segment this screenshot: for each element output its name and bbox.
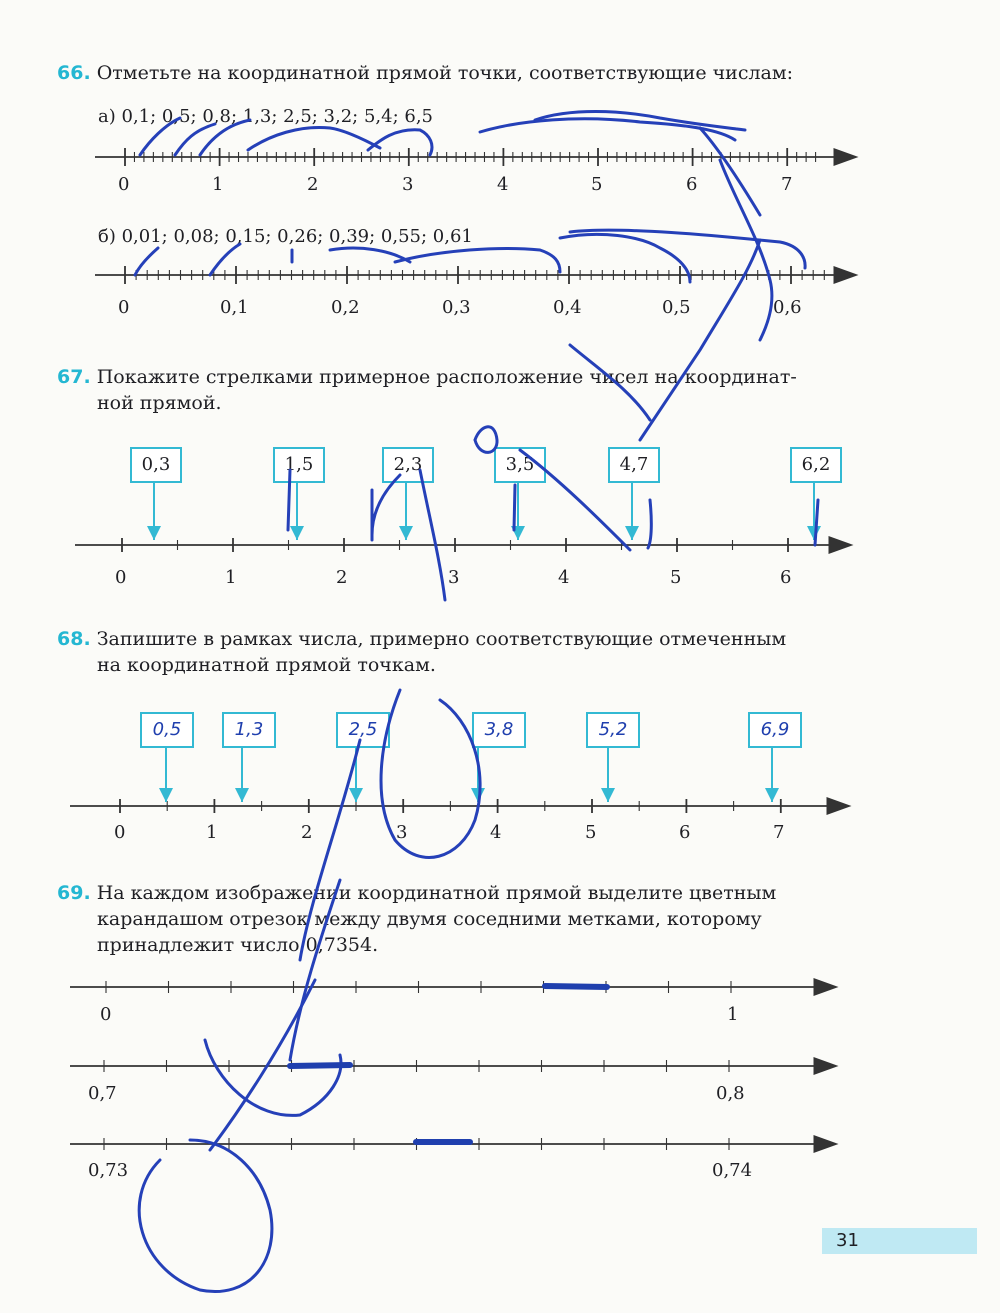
task-number: 66. <box>57 62 91 84</box>
pointer-arrowhead <box>349 788 363 802</box>
task-text-line: Покажите стрелками примерное расположение чисел на координат- <box>96 366 797 388</box>
pointer-arrowhead <box>399 526 413 540</box>
axis-label: 7 <box>781 174 793 195</box>
axis-label: 6 <box>679 822 691 843</box>
axis-label: 0 <box>100 1004 112 1025</box>
subtask-values: 0,1; 0,5; 0,8; 1,3; 2,5; 3,2; 5,4; 6,5 <box>121 106 434 127</box>
pointer-arrowhead <box>235 788 249 802</box>
axes-group <box>70 148 855 1150</box>
number-box: 1,5 <box>273 447 325 483</box>
pointer-arrowhead <box>147 526 161 540</box>
answer-box[interactable]: 2,5 <box>336 712 390 748</box>
axis-label: 0,7 <box>88 1083 117 1104</box>
task-text-line: на координатной прямой точкам. <box>97 654 436 676</box>
axis-label: 0,74 <box>712 1160 753 1181</box>
axis-label: 3 <box>448 567 460 588</box>
number-box: 4,7 <box>608 447 660 483</box>
task-text-line: Запишите в рамках числа, примерно соответствующие отмеченным <box>96 628 787 650</box>
page-number: 31 <box>822 1228 977 1254</box>
axis-label: 0,5 <box>662 297 691 318</box>
axis-label: 0,3 <box>442 297 471 318</box>
axis-label: 0,2 <box>331 297 360 318</box>
axis-label: 0 <box>118 297 130 318</box>
number-box: 0,3 <box>130 447 182 483</box>
axis-label: 0,8 <box>716 1083 745 1104</box>
axis-label: 7 <box>773 822 785 843</box>
pointer-arrowhead <box>625 526 639 540</box>
axis-label: 5 <box>585 822 597 843</box>
answer-box[interactable]: 6,9 <box>748 712 802 748</box>
task-number: 69. <box>57 882 91 904</box>
axis-label: 3 <box>396 822 408 843</box>
axis-label: 0,4 <box>553 297 582 318</box>
subtask-label: а) <box>98 106 116 127</box>
subtask-label: б) <box>98 226 116 247</box>
task-text-line: На каждом изображении координатной прямой выделите цветным <box>96 882 777 904</box>
highlight-marks <box>290 986 607 1142</box>
axis-label: 5 <box>591 174 603 195</box>
answer-box[interactable]: 0,5 <box>140 712 194 748</box>
task-number: 68. <box>57 628 91 650</box>
axis-label: 6 <box>686 174 698 195</box>
task-text: Отметьте на координатной прямой точки, соответствующие числам: <box>96 62 794 84</box>
axis-label: 5 <box>670 567 682 588</box>
axis-label: 1 <box>225 567 237 588</box>
axis-label: 1 <box>212 174 224 195</box>
number-box: 6,2 <box>790 447 842 483</box>
task-text-line: ной прямой. <box>97 392 222 414</box>
axis-label: 0,6 <box>773 297 802 318</box>
axis-label: 3 <box>402 174 414 195</box>
pointer-arrowhead <box>290 526 304 540</box>
answer-box[interactable]: 1,3 <box>222 712 276 748</box>
axis-label: 4 <box>558 567 570 588</box>
axis-label: 0,73 <box>88 1160 129 1181</box>
task-text-line: принадлежит число 0,7354. <box>97 934 379 956</box>
axis-label: 4 <box>490 822 502 843</box>
number-box: 2,3 <box>382 447 434 483</box>
axis-label: 0,1 <box>220 297 249 318</box>
axis-label: 4 <box>497 174 509 195</box>
task-text-line: карандашом отрезок между двумя соседними метками, которому <box>97 908 762 930</box>
answer-box[interactable]: 3,8 <box>472 712 526 748</box>
axis-label: 1 <box>206 822 218 843</box>
axis-label: 6 <box>780 567 792 588</box>
task-number: 67. <box>57 366 91 388</box>
axis-label: 0 <box>114 822 126 843</box>
axis-label: 1 <box>727 1004 739 1025</box>
axis-label: 0 <box>115 567 127 588</box>
pointer-arrowhead <box>765 788 779 802</box>
number-box: 3,5 <box>494 447 546 483</box>
axis-label: 0 <box>118 174 130 195</box>
handwriting <box>135 112 818 1292</box>
axis-label: 2 <box>307 174 319 195</box>
axis-label: 2 <box>336 567 348 588</box>
pointer-arrowhead <box>601 788 615 802</box>
answer-box[interactable]: 5,2 <box>586 712 640 748</box>
axis-label: 2 <box>301 822 313 843</box>
subtask-values: 0,01; 0,08; 0,15; 0,26; 0,39; 0,55; 0,61 <box>121 226 473 247</box>
pointer-arrowhead <box>159 788 173 802</box>
